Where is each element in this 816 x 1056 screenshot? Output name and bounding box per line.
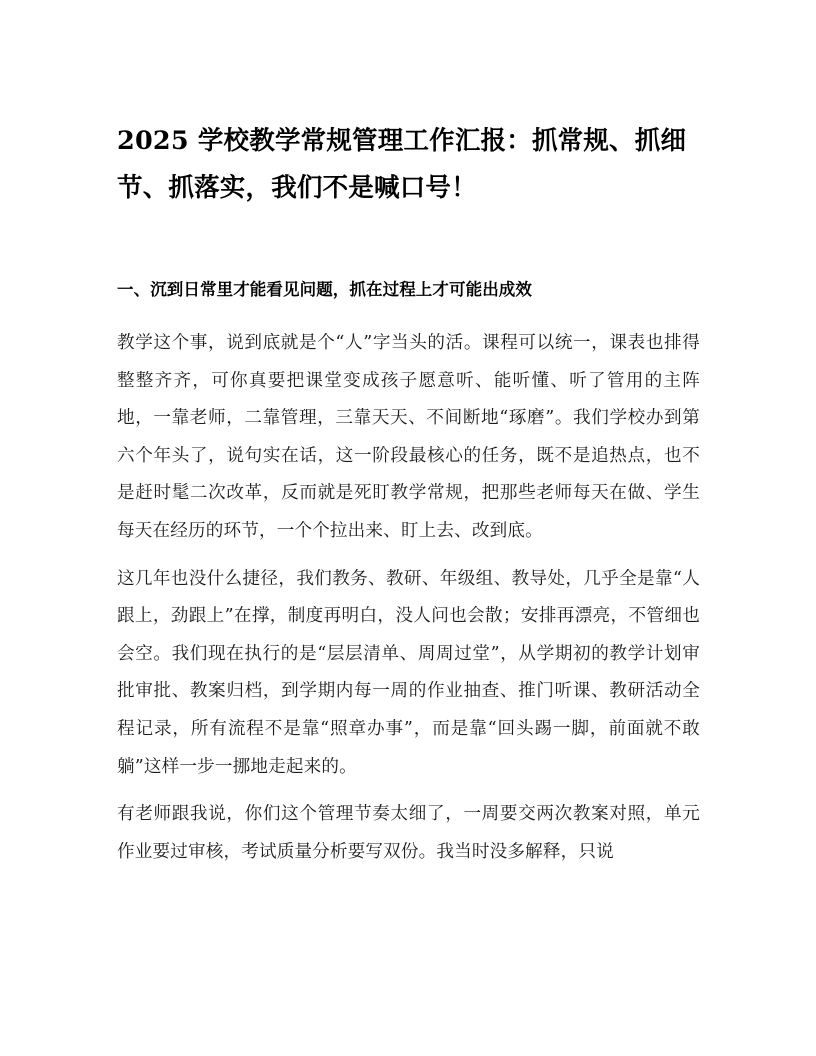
body-paragraph: 这几年也没什么捷径，我们教务、教研、年级组、教导处，几乎全是靠“人跟上，劲跟上”在撑，制度再明白，没人问也会散；安排再漂亮，不管细也会空。我们现在执行的是“层层清单、周周过堂”，从学期初的教学计划审批审批、教案归档，到学期内每一周的作业抽查、推门听课、教研活动全程记录，所有流程不是靠“照章办事”，而是靠“回头踢一脚，前面就不敢躺”这样一步一挪地走起来的。 — [117, 568, 700, 777]
page-title: 2025 学校教学常规管理工作汇报：抓常规、抓细节、抓落实，我们不是喊口号！ — [117, 126, 687, 203]
body-paragraph: 教学这个事，说到底就是个“人”字当头的活。课程可以统一，课表也排得整整齐齐，可你真要把课堂变成孩子愿意听、能听懂、听了管用的主阵地，一靠老师，二靠管理，三靠天天、不间断地“琢磨”。我们学校办到第六个年头了，说句实在话，这一阶段最核心的任务，既不是追热点，也不是赶时髦二次改革，反而就是死盯教学常规，把那些老师每天在做、学生每天在经历的环节，一个个拉出来、盯上去、改到底。 — [117, 333, 700, 541]
section-heading: 一、沉到日常里才能看见问题，抓在过程上才可能出成效 — [117, 280, 532, 299]
body-paragraph: 有老师跟我说，你们这个管理节奏太细了，一周要交两次教案对照，单元作业要过审核，考试质量分析要写双份。我当时没多解释，只说 — [117, 804, 700, 862]
body-content — [117, 325, 700, 871]
